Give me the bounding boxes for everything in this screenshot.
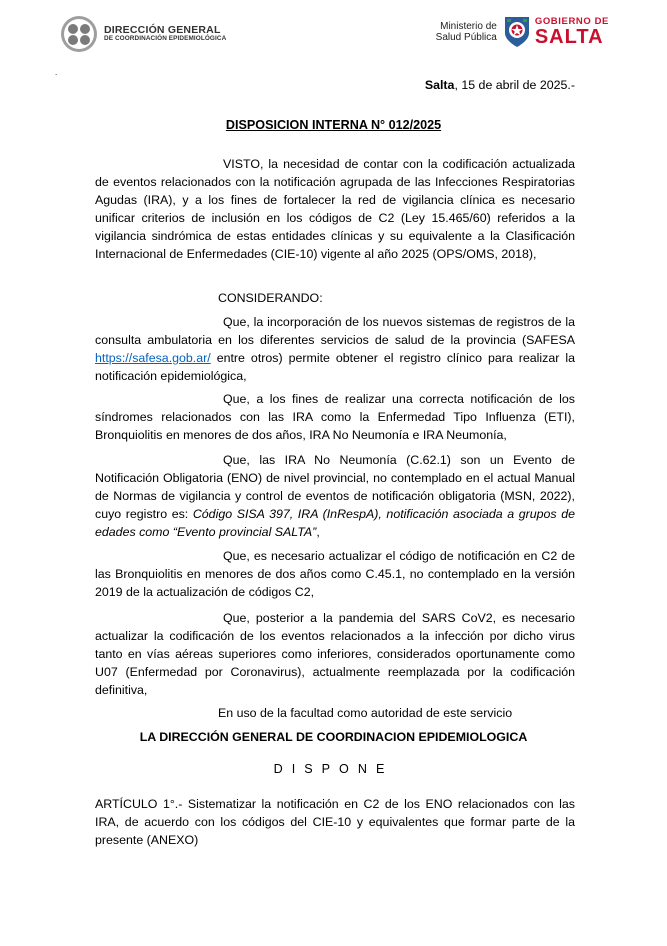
gobierno-salta-logo [535, 17, 609, 47]
paragraph-ira-no-neumonia [95, 451, 575, 541]
paragraph-ira-text-a: Que, las IRA No Neumonía (C.62.1) son un Evento de Notificación Obligatoria (ENO) de nivel provincial, no contemplado en el actual Manual de Normas de vigilancia y control de eventos de notificación obligatoria (MSN, 2022), cuyo registro es: [95, 453, 575, 521]
paragraph-sindromes: Que, a los fines de realizar una correcta notificación de los síndromes relacionados con las IRA como la Enfermedad Tipo Influenza (ETI), Bronquiolitis en menores de dos años, IRA No Neumonía e IRA Neumonía, [95, 392, 575, 442]
paragraph-safesa-text-a: Que, la incorporación de los nuevos sistemas de registros de la consulta ambulatoria en los diferentes servicios de salud de la provincia (SAFESA [95, 315, 575, 347]
paragraph-ira-italic: Código SISA 397, IRA (InRespA), notificación asociada a grupos de edades como “Evento provincial SALTA” [95, 507, 575, 539]
date-text: , 15 de abril de 2025.- [454, 78, 575, 92]
considerando-heading: CONSIDERANDO: [218, 291, 323, 305]
paragraph-bronquiolitis: Que, es necesario actualizar el código de notificación en C2 de las Bronquiolitis en menores de dos años como C.45.1, no contemplado en la versión 2019 de la actualización de códigos C2, [95, 549, 575, 599]
date-place: Salta [424, 78, 455, 92]
document-title: DISPOSICION INTERNA N° 012/2025 [225, 118, 442, 132]
header-left-logo [60, 15, 226, 53]
dispone-heading: DISPONE [273, 762, 394, 776]
paragraph-safesa-text-b: entre otros) permite obtener el registro clínico para realizar la notificación epidemiológica, [95, 351, 575, 383]
header-right-logos [436, 15, 609, 49]
paragraph-safesa [95, 313, 575, 385]
stray-mark: . [55, 68, 58, 77]
gobierno-label: GOBIERNO DE [534, 16, 609, 28]
date-line [425, 78, 575, 92]
salta-shield-icon [503, 15, 531, 49]
safesa-link[interactable]: https://safesa.gob.ar/ [95, 351, 211, 365]
article-1: ARTÍCULO 1°.- Sistematizar la notificación en C2 de los ENO relacionados con las IRA, de acuerdo con los códigos del CIE-10 y equivalentes que formar parte de la presente (ANEXO) [95, 797, 575, 847]
header-org-subtitle: DE COORDINACIÓN EPIDEMIOLÓGICA [104, 35, 227, 43]
ministry-line1: Ministerio de [440, 20, 497, 32]
paragraph-sars-cov2: Que, posterior a la pandemia del SARS CoV2, es necesario actualizar la codificación de los eventos relacionados a la infección por dicho virus tanto en vías aéreas superiores como inferiores, considerados oportunamente como U07 (Enfermedad por Coronavirus), actualmente reemplazada por la codificación definitiva, [95, 611, 575, 697]
ministry-line2: Salud Pública [435, 32, 497, 43]
direccion-general-logo-icon [60, 15, 98, 53]
ministry-label [436, 21, 497, 44]
salta-label: SALTA [534, 25, 604, 48]
header-org-title: DIRECCIÓN GENERAL [104, 24, 221, 37]
visto-paragraph: VISTO, la necesidad de contar con la codificación actualizada de eventos relacionados con la notificación agrupada de las Infecciones Respiratorias Agudas (IRA), y a los fines de fortalecer la red de vigilancia clínica es necesario unificar criterios de inclusión en los códigos de C2 (Ley 15.465/60) referidos a la vigilancia sindrómica de estas entidades clínicas y su equivalente a la Clasificación Internacional de Enfermedades (CIE-10) vigente al año 2025 (OPS/OMS, 2018), [95, 157, 575, 261]
paragraph-facultad: En uso de la facultad como autoridad de este servicio [218, 706, 513, 720]
paragraph-ira-text-b: , [316, 525, 320, 539]
authority-heading: LA DIRECCIÓN GENERAL DE COORDINACION EPIDEMIOLOGICA [139, 730, 528, 744]
